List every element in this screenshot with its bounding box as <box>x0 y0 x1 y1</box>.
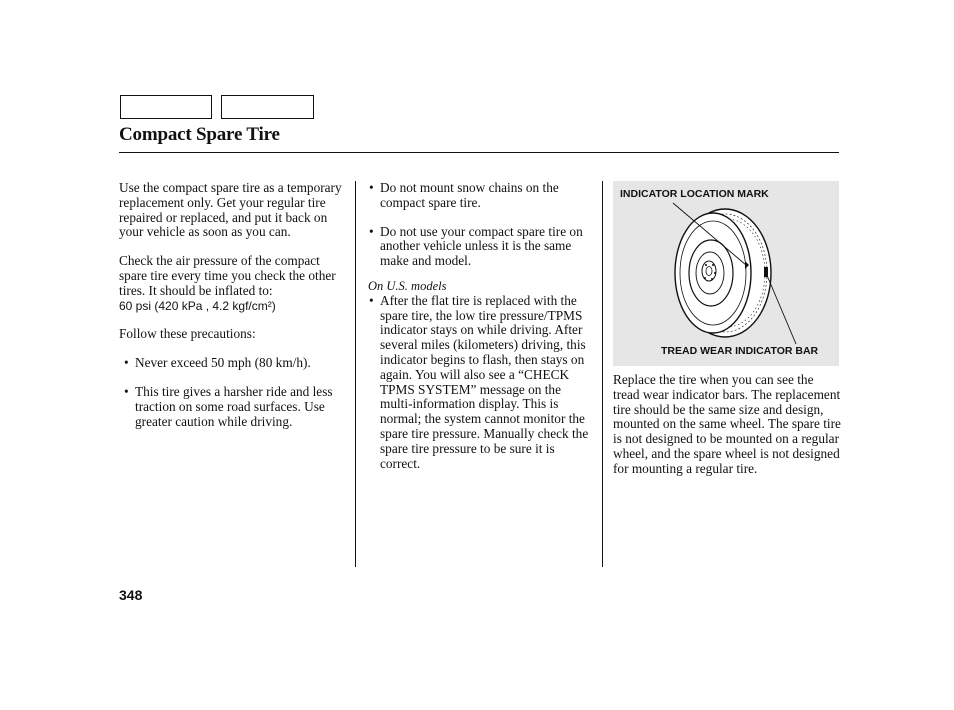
bullet-icon: • <box>124 383 129 399</box>
bullet-item <box>368 225 594 269</box>
column-divider-1 <box>355 181 356 567</box>
replacement-paragraph: Replace the tire when you can see the tread wear indicator bars. The replacement tire should be the same size and design, mounted on the same wheel. The spare tire is not designed to be mounted on a regular wheel, and the spare wheel is not designed for mounting a regular tire. <box>613 372 841 476</box>
bullet-item <box>123 385 351 429</box>
spare-tire-illustration <box>613 181 839 366</box>
column-2 <box>368 181 594 471</box>
bullet-text: Do not use your compact spare tire on another vehicle unless it is the same make and model. <box>380 223 583 269</box>
bullet-item <box>368 181 594 211</box>
pressure-paragraph: Check the air pressure of the compact spare tire every time you check the other tires. It should be inflated to: <box>119 253 336 298</box>
spare-tire-figure <box>613 181 839 366</box>
bullet-item <box>123 356 351 371</box>
bullet-icon: • <box>369 223 374 239</box>
bullet-text: This tire gives a harsher ride and less traction on some road surfaces. Use greater caution while driving. <box>135 383 333 429</box>
column-3 <box>613 373 841 477</box>
indicator-location-mark-label: INDICATOR LOCATION MARK <box>620 188 769 200</box>
page-title: Compact Spare Tire <box>119 124 280 145</box>
bullet-item <box>368 294 594 472</box>
tread-wear-indicator-bar-label: TREAD WEAR INDICATOR BAR <box>661 345 819 357</box>
bullet-icon: • <box>369 180 374 195</box>
pressure-value: 60 psi (420 kPa , 4.2 kgf/cm²) <box>119 298 276 313</box>
header-tab-2 <box>221 95 314 119</box>
column-divider-2 <box>602 181 603 567</box>
bullet-icon: • <box>124 355 129 371</box>
header-tab-1 <box>120 95 212 119</box>
intro-paragraph: Use the compact spare tire as a temporary replacement only. Get your regular tire repaired or replaced, and put it back on your vehicle as soon as you can. <box>119 180 342 240</box>
title-rule <box>119 152 839 153</box>
us-models-label: On U.S. models <box>368 278 447 293</box>
page-number: 348 <box>119 587 143 603</box>
bullet-text: After the flat tire is replaced with the spare tire, the low tire pressure/TPMS indicator stays on while driving. After several miles (kilometers) driving, this indicator begins to flash, then stays on again. You will also see a “CHECK TPMS SYSTEM” message on the multi-information display. This is normal; the system cannot monitor the spare tire pressure. Manually check the spare tire pressure to be sure it is correct. <box>380 292 589 471</box>
bullet-text: Do not mount snow chains on the compact spare tire. <box>380 180 559 210</box>
bullet-icon: • <box>369 292 374 308</box>
precautions-paragraph: Follow these precautions: <box>119 326 256 342</box>
bullet-text: Never exceed 50 mph (80 km/h). <box>135 355 311 371</box>
column-1 <box>119 181 351 429</box>
